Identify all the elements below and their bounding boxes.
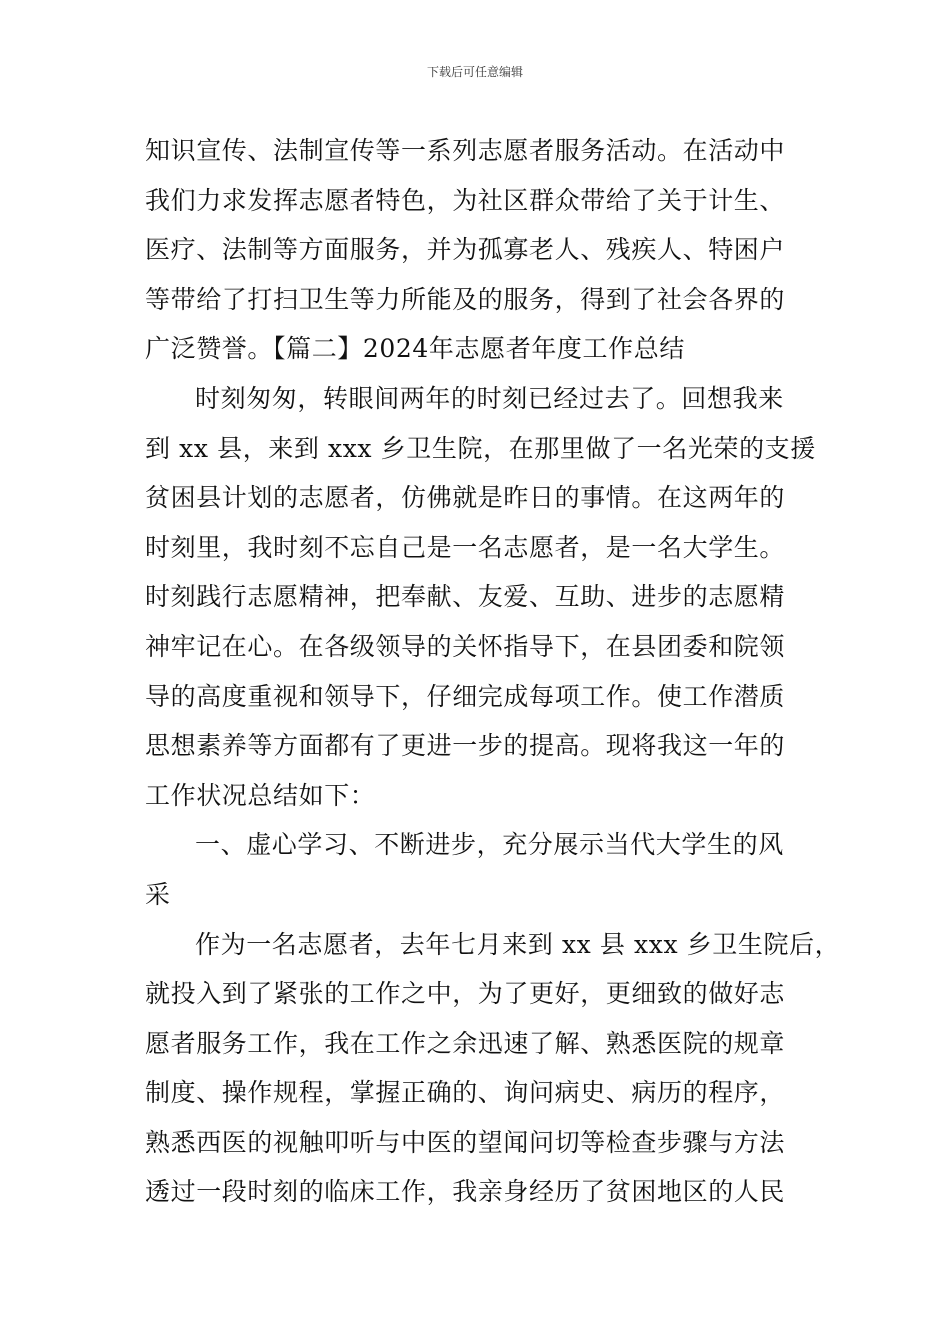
text-line-2: 我们力求发挥志愿者特色，为社区群众带给了关于计生、: [145, 185, 786, 215]
text-line-4: 等带给了打扫卫生等力所能及的服务，得到了社会各界的: [145, 284, 786, 314]
text-line-21: 熟悉西医的视触叩听与中医的望闻问切等检查步骤与方法: [145, 1127, 786, 1157]
text-line-18: 就投入到了紧张的工作之中，为了更好，更细致的做好志: [145, 979, 786, 1009]
text-line-12: 导的高度重视和领导下，仔细完成每项工作。使工作潜质: [145, 681, 786, 711]
text-line-6: 时刻匆匆，转眼间两年的时刻已经过去了。回想我来: [195, 383, 784, 413]
text-line-11: 神牢记在心。在各级领导的关怀指导下，在县团委和院领: [145, 631, 786, 661]
text-line-1: 知识宣传、法制宣传等一系列志愿者服务活动。在活动中: [145, 136, 786, 165]
text-line-16: 采: [145, 879, 171, 909]
text-line-8: 贫困县计划的志愿者，仿佛就是昨日的事情。在这两年的: [145, 483, 786, 513]
text-line-3: 医疗、法制等方面服务，并为孤寡老人、残疾人、特困户: [145, 235, 786, 265]
text-line-9: 时刻里，我时刻不忘自己是一名志愿者，是一名大学生。: [145, 532, 786, 562]
text-line-5: 广泛赞誉。【篇二】2024年志愿者年度工作总结: [145, 334, 685, 364]
document-body: [145, 126, 841, 1217]
page-header: 下载后可任意编辑: [426, 65, 523, 79]
text-line-10: 时刻践行志愿精神，把奉献、友爱、互助、进步的志愿精: [145, 582, 786, 612]
text-line-15: 一、虚心学习、不断进步，充分展示当代大学生的风: [195, 830, 784, 860]
text-line-22: 透过一段时刻的临床工作，我亲身经历了贫困地区的人民: [145, 1177, 786, 1207]
text-line-13: 思想素养等方面都有了更进一步的提高。现将我这一年的: [145, 731, 786, 761]
text-line-19: 愿者服务工作，我在工作之余迅速了解、熟悉医院的规章: [145, 1028, 786, 1058]
text-line-14: 工作状况总结如下：: [145, 780, 376, 810]
text-line-20: 制度、操作规程，掌握正确的、询问病史、病历的程序，: [145, 1078, 786, 1108]
text-line-17: 作为一名志愿者，去年七月来到 xx 县 xxx 乡卫生院后，: [195, 929, 841, 959]
text-line-7: 到 xx 县，来到 xxx 乡卫生院，在那里做了一名光荣的支援: [145, 433, 816, 463]
